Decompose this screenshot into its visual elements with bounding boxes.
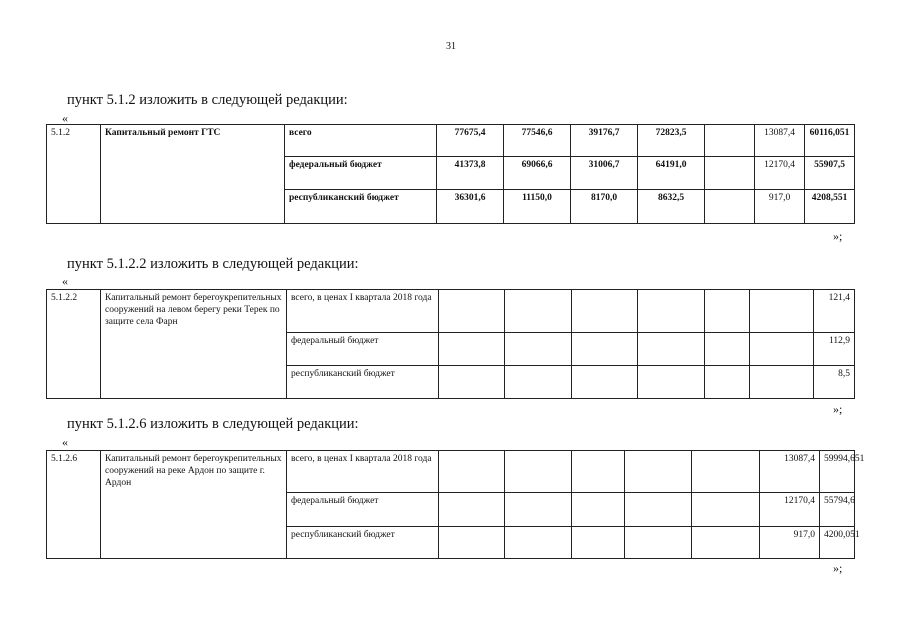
value-cell: 60116,051: [805, 125, 855, 157]
value-cell: [625, 527, 692, 559]
value-cell: [705, 190, 755, 224]
value-cell: [572, 290, 638, 333]
table-row: [47, 290, 855, 333]
value-cell: 72823,5: [638, 125, 705, 157]
value-cell: 55794,6: [820, 493, 855, 527]
close-quote-3: »;: [833, 561, 843, 575]
value-cell: [505, 451, 572, 493]
budget-table-2: [46, 289, 855, 399]
item-code: 5.1.2.2: [47, 290, 101, 399]
value-cell: [439, 290, 505, 333]
item-name: Капитальный ремонт берегоукрепительных сооружений на реке Ардон по защите г. Ардон: [101, 451, 287, 559]
section-instruction-3: пункт 5.1.2.6 изложить в следующей редакции:: [67, 416, 359, 432]
funding-source: республиканский бюджет: [287, 527, 439, 559]
value-cell: 77675,4: [437, 125, 504, 157]
budget-table-3: [46, 450, 865, 559]
value-cell: 12170,4: [755, 157, 805, 190]
funding-source: федеральный бюджет: [287, 493, 439, 527]
value-cell: [572, 527, 625, 559]
value-cell: 64191,0: [638, 157, 705, 190]
value-cell: [638, 333, 705, 366]
section-instruction-1: пункт 5.1.2 изложить в следующей редакции:: [67, 92, 348, 108]
value-cell: [625, 451, 692, 493]
value-cell: 121,4: [814, 290, 855, 333]
open-quote-3: «: [62, 435, 68, 449]
funding-source: республиканский бюджет: [287, 366, 439, 399]
value-cell: 112,9: [814, 333, 855, 366]
value-cell: 13087,4: [760, 451, 820, 493]
table-row: [47, 451, 855, 493]
value-cell: [505, 527, 572, 559]
value-cell: 59994,651: [820, 451, 855, 493]
value-cell: [505, 493, 572, 527]
value-cell: 13087,4: [755, 125, 805, 157]
page-number: 31: [446, 41, 456, 52]
open-quote-2: «: [62, 274, 68, 288]
value-cell: [572, 366, 638, 399]
value-cell: [705, 333, 750, 366]
value-cell: [572, 451, 625, 493]
table-row: [47, 125, 855, 157]
funding-source: республиканский бюджет: [285, 190, 437, 224]
budget-table-1: [46, 124, 855, 224]
value-cell: [439, 451, 505, 493]
value-cell: [705, 366, 750, 399]
value-cell: 8632,5: [638, 190, 705, 224]
value-cell: [750, 333, 814, 366]
value-cell: 55907,5: [805, 157, 855, 190]
value-cell: [692, 527, 760, 559]
value-cell: 11150,0: [504, 190, 571, 224]
value-cell: [705, 125, 755, 157]
value-cell: [572, 333, 638, 366]
item-code: 5.1.2: [47, 125, 101, 224]
close-quote-2: »;: [833, 402, 843, 416]
value-cell: 8170,0: [571, 190, 638, 224]
value-cell: 69066,6: [504, 157, 571, 190]
funding-source: федеральный бюджет: [285, 157, 437, 190]
value-cell: [439, 527, 505, 559]
value-cell: [638, 290, 705, 333]
value-cell: 36301,6: [437, 190, 504, 224]
value-cell: 917,0: [755, 190, 805, 224]
value-cell: [692, 493, 760, 527]
section-instruction-2: пункт 5.1.2.2 изложить в следующей редакции:: [67, 256, 359, 272]
value-cell: 41373,8: [437, 157, 504, 190]
item-code: 5.1.2.6: [47, 451, 101, 559]
value-cell: [750, 290, 814, 333]
value-cell: [439, 493, 505, 527]
value-cell: [625, 493, 692, 527]
value-cell: [750, 366, 814, 399]
value-cell: [505, 333, 572, 366]
funding-source: всего, в ценах I квартала 2018 года: [287, 451, 439, 493]
value-cell: 4200,051: [820, 527, 855, 559]
value-cell: [638, 366, 705, 399]
item-name: Капитальный ремонт берегоукрепительных сооружений на левом берегу реки Терек по защите села Фарн: [101, 290, 287, 399]
value-cell: 39176,7: [571, 125, 638, 157]
value-cell: [505, 290, 572, 333]
item-name: Капитальный ремонт ГТС: [101, 125, 285, 224]
value-cell: [692, 451, 760, 493]
value-cell: [572, 493, 625, 527]
value-cell: [505, 366, 572, 399]
value-cell: [705, 290, 750, 333]
open-quote-1: «: [62, 111, 68, 125]
value-cell: [439, 366, 505, 399]
funding-source: всего: [285, 125, 437, 157]
value-cell: 77546,6: [504, 125, 571, 157]
value-cell: 8,5: [814, 366, 855, 399]
value-cell: 31006,7: [571, 157, 638, 190]
value-cell: 917,0: [760, 527, 820, 559]
close-quote-1: »;: [833, 229, 843, 243]
funding-source: всего, в ценах I квартала 2018 года: [287, 290, 439, 333]
value-cell: [439, 333, 505, 366]
funding-source: федеральный бюджет: [287, 333, 439, 366]
value-cell: 4208,551: [805, 190, 855, 224]
value-cell: 12170,4: [760, 493, 820, 527]
value-cell: [705, 157, 755, 190]
